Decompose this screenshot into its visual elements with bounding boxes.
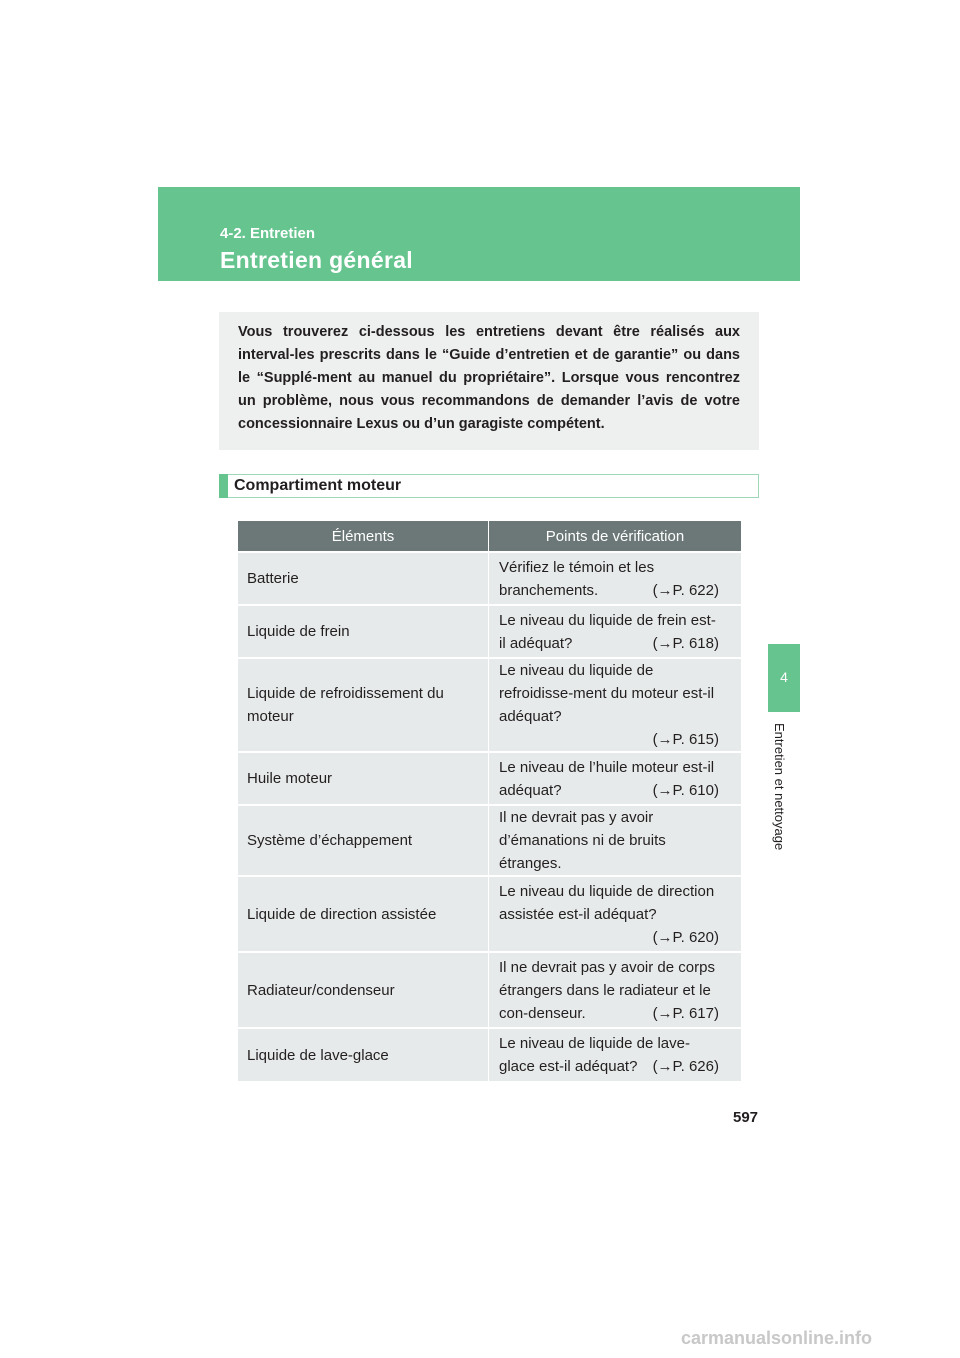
- cell-check: [489, 752, 742, 805]
- chapter-tab[interactable]: [768, 644, 800, 712]
- cell-item: Liquide de frein: [238, 605, 489, 658]
- watermark: carmanualsonline.info: [681, 1328, 873, 1348]
- table-row: [238, 552, 741, 605]
- table-row: [238, 952, 741, 1028]
- cell-check: [489, 605, 742, 658]
- intro-box: [219, 312, 759, 450]
- cell-check: [489, 805, 742, 876]
- cell-item: Radiateur/condenseur: [238, 952, 489, 1028]
- subheading-accent-bar: [219, 474, 228, 498]
- check-text: Le niveau de liquide de lave-glace est-il adéquat?: [499, 1035, 690, 1075]
- cell-check: [489, 658, 742, 752]
- table-row: [238, 876, 741, 952]
- check-text: Le niveau du liquide de refroidisse-ment du moteur est-il adéquat?: [499, 662, 715, 725]
- cell-item: Liquide de lave-glace: [238, 1028, 489, 1081]
- cell-check: [489, 876, 742, 952]
- table-header-row: [238, 521, 741, 552]
- column-header-checks: Points de vérification: [489, 521, 742, 552]
- check-text: Le niveau du liquide de frein est-il adéquat?: [499, 611, 716, 652]
- subheading-label: Compartiment moteur: [234, 477, 402, 494]
- page-title: Entretien général: [220, 247, 413, 273]
- section-number: 4-2. Entretien: [220, 225, 316, 242]
- page-reference[interactable]: (→P. 618): [652, 634, 719, 652]
- check-text: Le niveau du liquide de direction assistée est-il adéquat?: [499, 882, 715, 923]
- page-reference[interactable]: (→P. 626): [652, 1058, 719, 1075]
- page-reference[interactable]: (→P. 620): [652, 928, 719, 946]
- cell-item: Liquide de refroidissement du moteur: [238, 658, 489, 752]
- maintenance-table: [238, 521, 741, 1081]
- cell-check: [489, 552, 742, 605]
- table-row: [238, 752, 741, 805]
- page-reference[interactable]: (→P. 610): [652, 781, 719, 799]
- cell-check: [489, 952, 742, 1028]
- page-reference[interactable]: (→P. 617): [652, 1004, 719, 1022]
- table-row: [238, 605, 741, 658]
- table-row: [238, 805, 741, 876]
- check-text: Le niveau de l’huile moteur est-il adéquat?: [499, 758, 715, 799]
- check-text: Vérifiez le témoin et les branchements.: [499, 558, 655, 599]
- cell-item: Liquide de direction assistée: [238, 876, 489, 952]
- cell-item: Batterie: [238, 552, 489, 605]
- chapter-number: 4: [780, 669, 788, 685]
- page-reference[interactable]: (→P. 622): [652, 581, 719, 599]
- section-subheading: [219, 474, 759, 498]
- column-header-items: Éléments: [238, 521, 489, 552]
- table-row: [238, 1028, 741, 1081]
- header-band: [158, 187, 800, 281]
- check-text: Il ne devrait pas y avoir de corps étrangers dans le radiateur et le con-denseur.: [499, 958, 715, 1022]
- cell-item: Système d’échappement: [238, 805, 489, 876]
- chapter-label: Entretien et nettoyage: [772, 723, 787, 851]
- table-row: [238, 658, 741, 752]
- cell-check: [489, 1028, 742, 1081]
- page-number: 597: [733, 1109, 759, 1126]
- cell-item: Huile moteur: [238, 752, 489, 805]
- page-reference[interactable]: (→P. 615): [652, 731, 719, 748]
- check-text: Il ne devrait pas y avoir d’émanations ni de bruits étranges.: [499, 809, 666, 872]
- intro-text: Vous trouverez ci-dessous les entretiens devant être réalisés aux interval-les prescrits dans le “Guide d’entretien et de garantie” ou dans le “Supplé-ment au manuel du propriétaire”. Lorsque vous rencontrez un problème, nous vous recommandons de demander l’avis de votre concessionnaire Lexus ou d’un garagiste compétent.: [238, 324, 740, 432]
